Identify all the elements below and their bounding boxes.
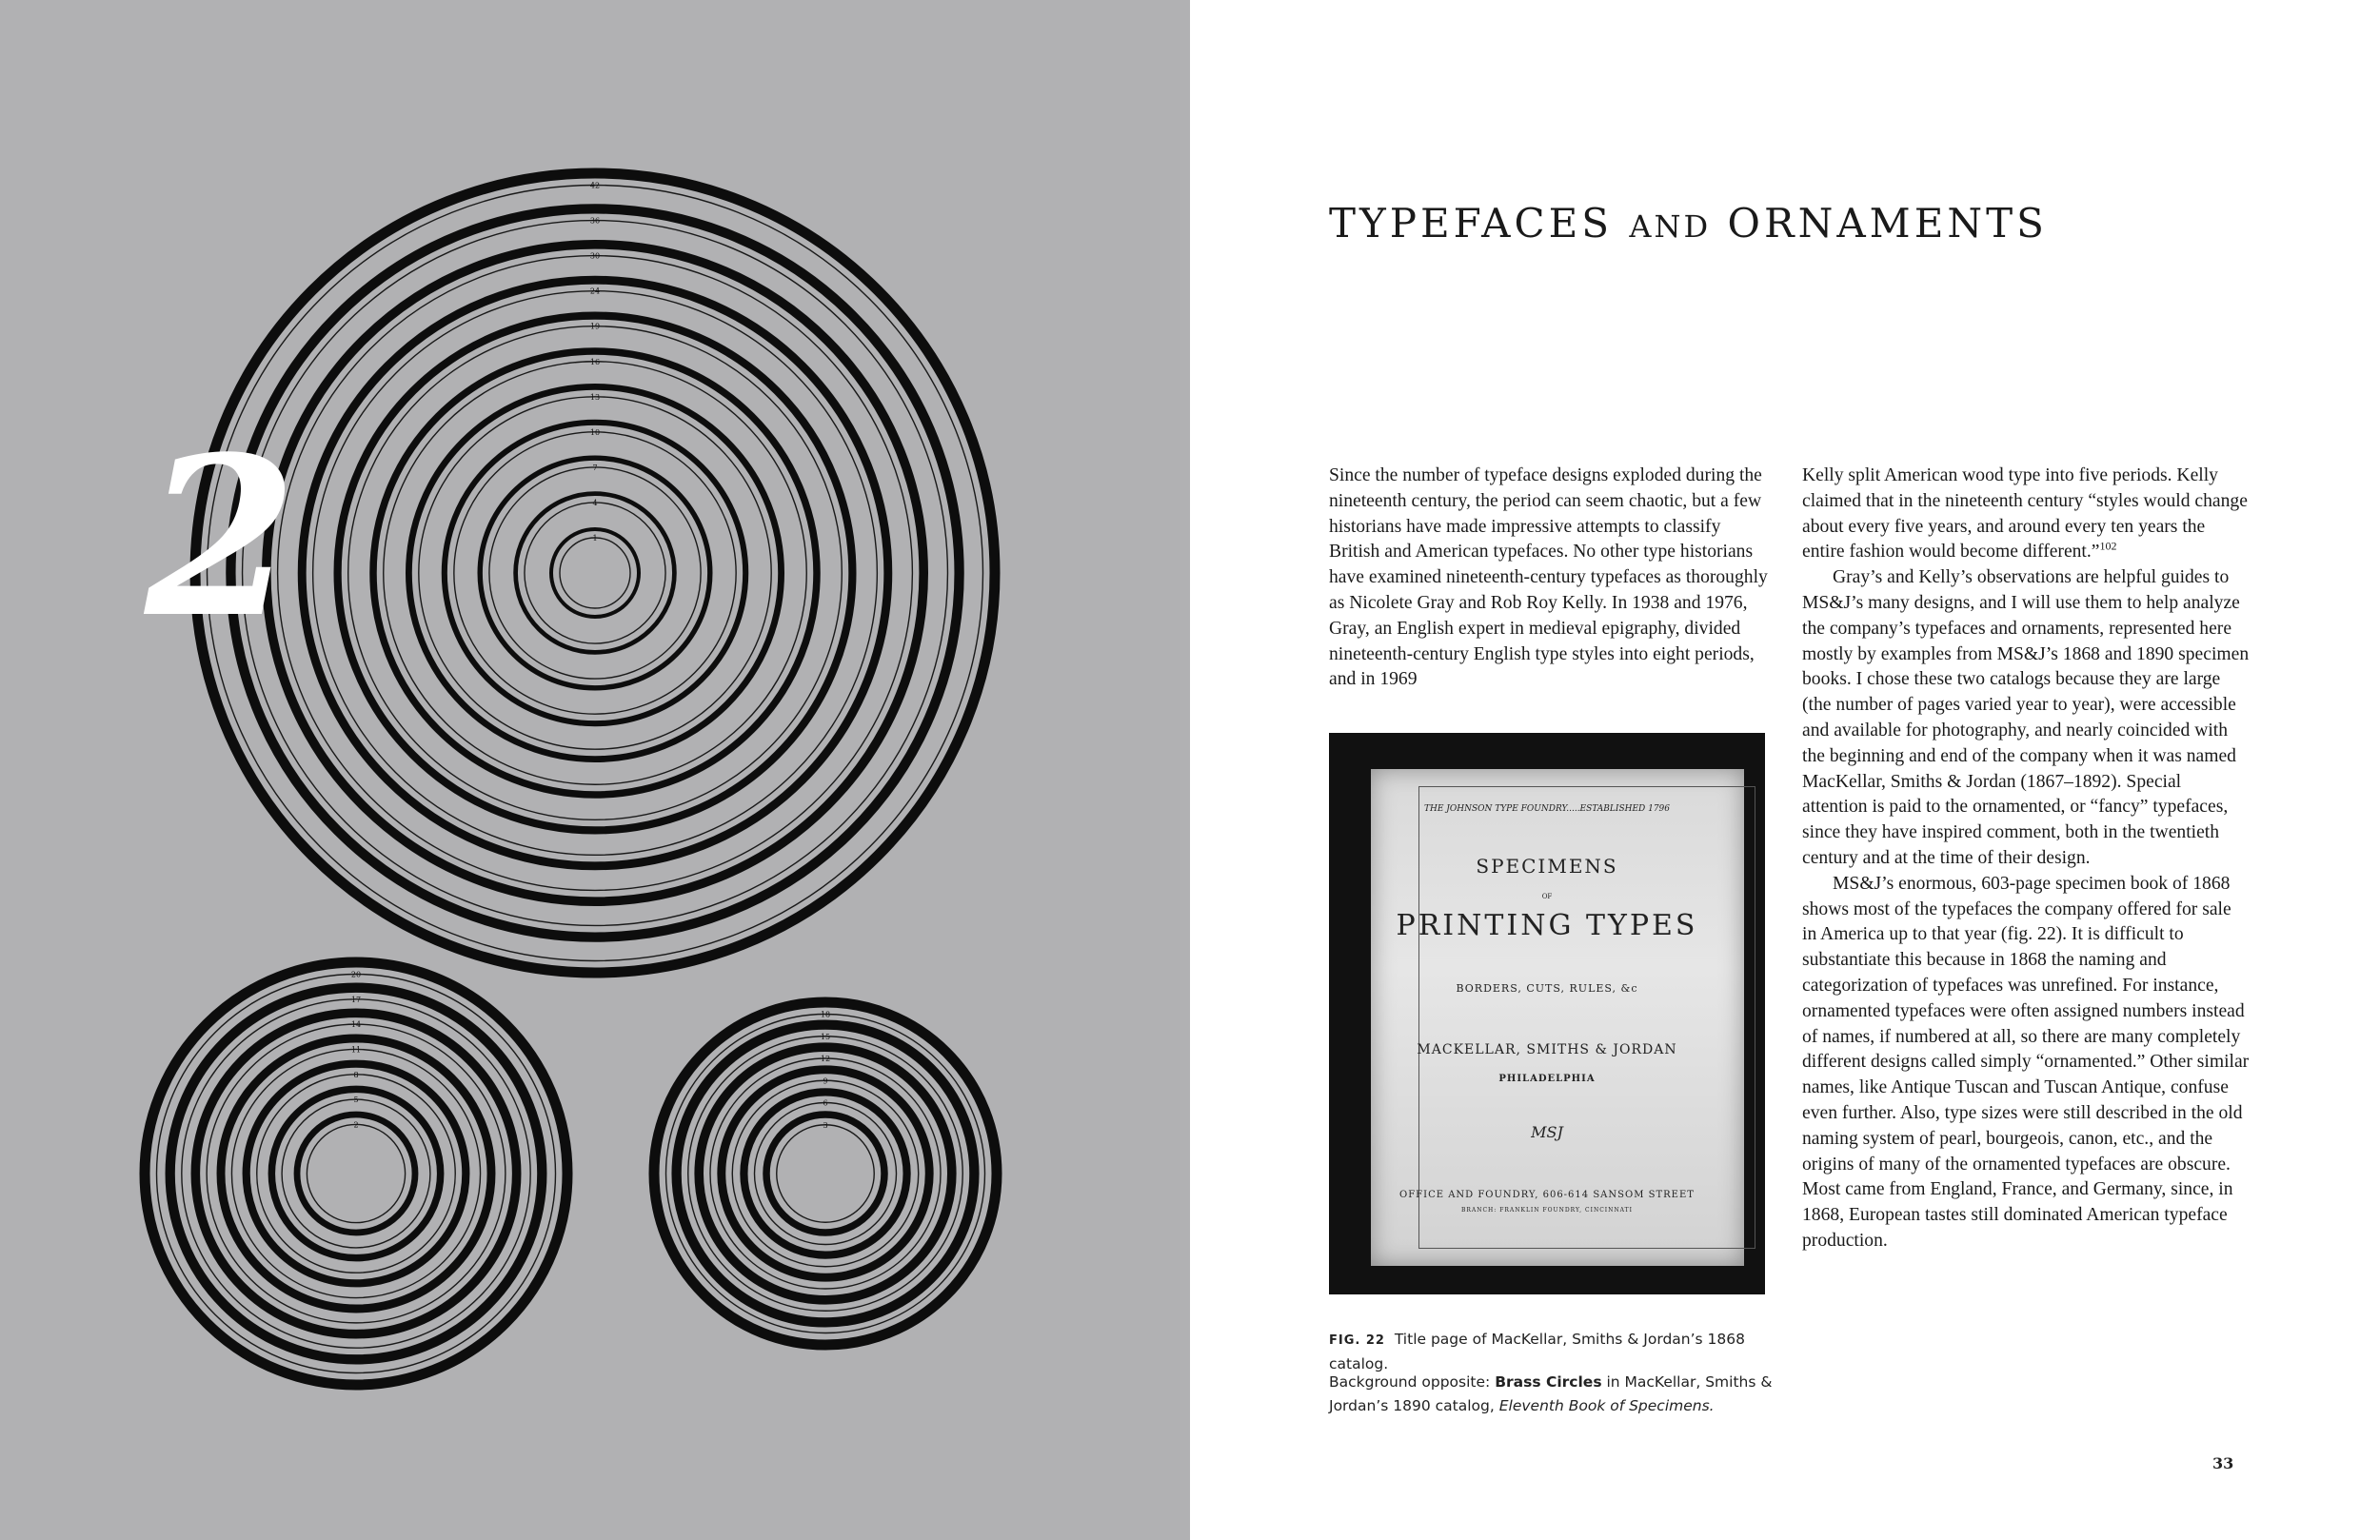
caption-mid-text: in MacKellar, Smiths & Jordan’s 1890 catalog, — [1329, 1373, 1773, 1414]
brass-ring-inner-line — [157, 975, 556, 1373]
body-column-1 — [1329, 464, 1769, 693]
caption-prefix: Background opposite: — [1329, 1373, 1491, 1391]
paragraph: Kelly split American wood type into five periods. Kelly claimed that in the nineteenth century “styles would change about every five years, and around every ten years the entire fashion would become different.”$^{102}$ — [1802, 465, 2248, 563]
figure-borders-text: BORDERS, CUTS, RULES, &c — [1456, 982, 1638, 995]
figure-of-text: OF — [1541, 893, 1553, 900]
brass-ring — [373, 351, 817, 795]
ring-size-label: 30 — [589, 251, 601, 261]
figure-city-text: PHILADELPHIA — [1498, 1074, 1596, 1084]
ring-size-label: 36 — [589, 216, 601, 226]
brass-ring-inner-line — [208, 186, 983, 961]
footnote-ref: 102 — [2099, 539, 2117, 553]
brass-ring — [766, 1115, 884, 1233]
ring-size-label: 1 — [592, 534, 598, 543]
body-column-2 — [1802, 464, 2250, 1254]
ring-size-label: 11 — [350, 1045, 362, 1055]
title-word-typefaces: TYPEFACES — [1329, 200, 1614, 247]
chapter-number: 2 — [145, 409, 298, 666]
ring-size-label: 9 — [823, 1076, 828, 1086]
chapter-title — [1329, 200, 2048, 247]
brass-ring-inner-line — [313, 291, 878, 856]
ring-size-label: 6 — [823, 1098, 828, 1108]
brass-ring-inner-line — [307, 1124, 405, 1222]
paragraph: Gray’s and Kelly’s observations are helpful guides to MS&J’s many designs, and I will use them to help analyze the company’s typefaces and ornaments, represented here mostly by examples from MS&J’s 1868 and 1890 specimen books. I chose these two catalogs because they are large (the number of pages varied year to year), were accessible and available for photography, and nearly coincided with the beginning and end of the company when it was named MacKellar, Smiths & Jordan (1867–1892). Special attention is paid to the ornamented, or “fancy” typefaces, since they have inspired comment, both in the twentieth century and at the time of their design. — [1802, 567, 2250, 868]
brass-ring-inner-line — [560, 538, 630, 608]
figure-label: FIG. 22 — [1329, 1333, 1385, 1348]
caption-bold-name: Brass Circles — [1495, 1373, 1602, 1391]
ring-size-label: 8 — [353, 1070, 359, 1079]
figure-footer-branch-text: BRANCH: FRANKLIN FOUNDRY, CINCINNATI — [1460, 1207, 1634, 1214]
ring-size-label: 10 — [589, 427, 601, 437]
ring-size-label: 16 — [589, 357, 601, 366]
figure-specimens-text: SPECIMENS — [1476, 855, 1618, 878]
ring-size-label: 20 — [350, 970, 362, 979]
right-page — [1190, 0, 2380, 1540]
figure-22-photo — [1329, 733, 1765, 1294]
figure-caption — [1329, 1328, 1776, 1375]
ring-size-label: 4 — [592, 498, 598, 507]
ring-size-label: 12 — [820, 1055, 831, 1063]
brass-ring — [170, 988, 543, 1360]
title-word-and: AND — [1629, 208, 1712, 245]
caption-book-title: Eleventh Book of Specimens. — [1498, 1397, 1715, 1414]
ring-size-label: 5 — [353, 1096, 359, 1105]
ring-size-label: 17 — [350, 995, 362, 1004]
ring-size-label: 3 — [823, 1120, 828, 1130]
brass-ring-inner-line — [525, 503, 665, 643]
figure-monogram: MSJ — [1531, 1123, 1563, 1141]
ring-size-label: 24 — [589, 286, 601, 296]
brass-ring-inner-line — [777, 1125, 875, 1223]
brass-ring-inner-line — [454, 432, 736, 714]
title-word-ornaments: ORNAMENTS — [1727, 200, 2048, 247]
ring-size-label: 7 — [592, 463, 598, 472]
small-circle-set-left — [145, 962, 567, 1385]
brass-ring — [408, 386, 781, 759]
brass-ring — [654, 1002, 997, 1345]
ring-size-label: 14 — [350, 1020, 362, 1030]
large-circle-set — [195, 173, 995, 973]
brass-ring — [297, 1115, 415, 1233]
brass-ring — [302, 280, 888, 866]
small-circle-set-right — [654, 1002, 997, 1345]
paragraph: MS&J’s enormous, 603-page specimen book of 1868 shows most of the typefaces the company offered for sale in America up to that year (fig. 22). It is difficult to substantiate this because in 1868 the naming and categorization of typefaces was unrefined. For instance, ornamented typefaces were often assigned numbers instead of names, if numbered at all, so there are many completely different designs called simply “ornamented.” Other similar names, like Antique Tuscan and Tuscan Antique, confuse even further. Also, type sizes were still described in the old naming system of pearl, bourgeois, canon, etc., and the origins of many of the ornamented typefaces are obscure. Most came from England, France, and Germany, since, in 1868, European tastes still dominated American typeface production. — [1802, 873, 2250, 1251]
ring-size-label: 13 — [589, 392, 601, 402]
ring-size-label: 2 — [353, 1120, 359, 1130]
figure-printing-types-text: PRINTING TYPES — [1396, 909, 1698, 942]
ring-size-label: 18 — [820, 1010, 831, 1019]
brass-ring-inner-line — [207, 1024, 506, 1323]
figure-header-text: THE JOHNSON TYPE FOUNDRY.....ESTABLISHED 1796 — [1423, 804, 1671, 814]
figure-caption-text: Title page of MacKellar, Smiths & Jordan’s 1868 catalog. — [1329, 1331, 1745, 1372]
paragraph: Since the number of typeface designs exploded during the nineteenth century, the period can seem chaotic, but a few historians have made impressive attempts to classify British and American typefaces. No other type historians have examined nineteenth-century typefaces as thoroughly as Nicolete Gray and Rob Roy Kelly. In 1938 and 1976, Gray, an English expert in medieval epigraphy, divided nineteenth-century English type styles into eight periods, and in 1969 — [1329, 465, 1768, 690]
ring-size-label: 42 — [589, 181, 601, 190]
brass-ring — [516, 494, 675, 653]
figure-publisher-text: MACKELLAR, SMITHS & JORDAN — [1417, 1042, 1677, 1057]
ring-size-label: 19 — [589, 322, 601, 331]
brass-ring-inner-line — [419, 397, 771, 749]
ring-size-label: 15 — [820, 1032, 831, 1041]
figure-footer-text: OFFICE AND FOUNDRY, 606-614 SANSOM STREET — [1399, 1190, 1695, 1200]
brass-ring — [267, 245, 923, 901]
brass-ring-inner-line — [732, 1080, 919, 1267]
background-caption — [1329, 1371, 1776, 1418]
page-number: 33 — [2212, 1454, 2234, 1472]
